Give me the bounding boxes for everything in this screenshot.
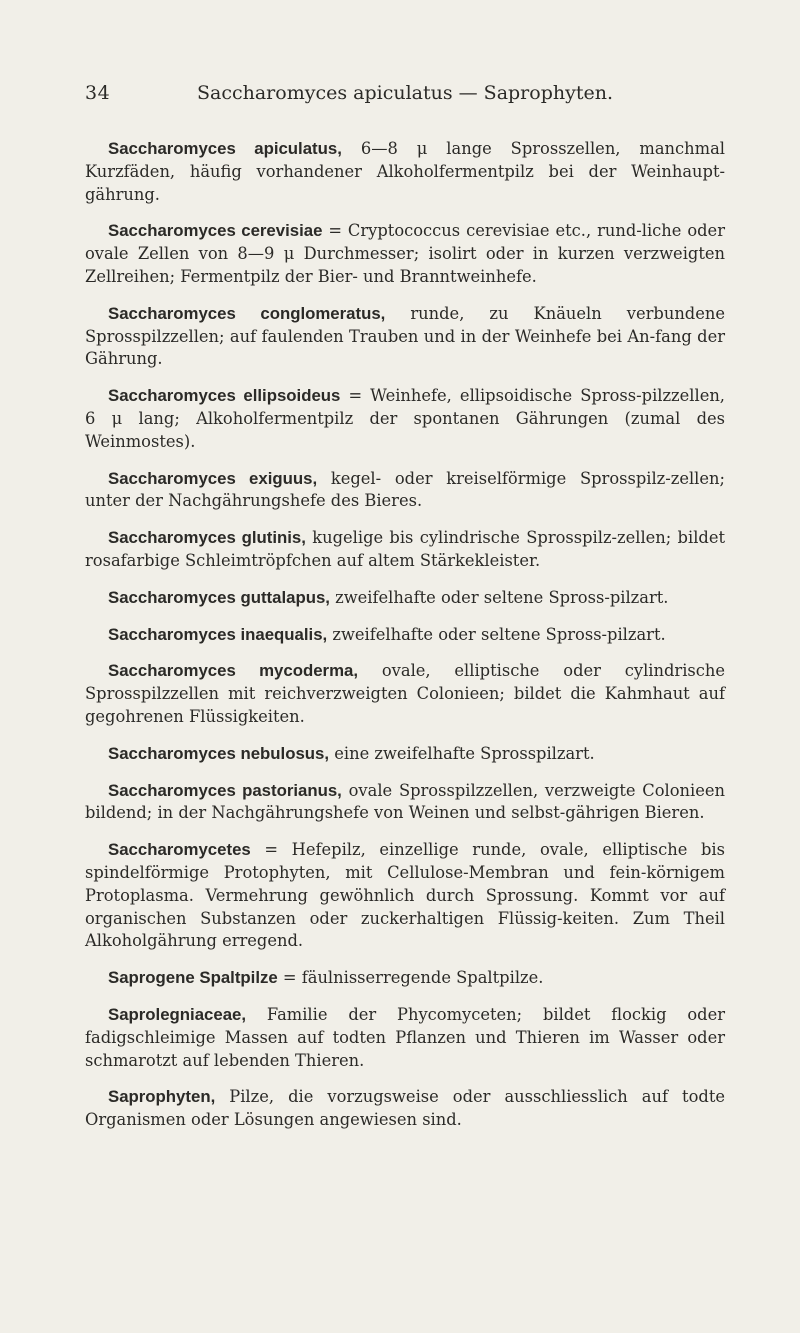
entry-term: Saccharomyces ellipsoideus <box>108 386 341 406</box>
entry-text: runde, zu Knäueln verbundene Sprosspilzzellen; auf faulenden Trauben und in der Weinhefe bei An-fang der Gährung. <box>85 303 725 369</box>
entry-text: kegel- oder kreiselförmige Sprosspilz-zellen; unter der Nachgährungshefe des Bieres. <box>85 468 725 511</box>
entry-text: ovale, elliptische oder cylindrische Sprosspilzzellen mit reichverzweigten Colonieen; bildet die Kahmhaut auf gegohrenen Flüssigkeiten. <box>85 661 725 726</box>
glossary-entry <box>85 624 725 647</box>
running-title: Saccharomyces apiculatus — Saprophyten. <box>196 82 613 104</box>
entry-term: Saprolegniaceae, <box>108 1004 247 1024</box>
entry-text: zweifelhafte oder seltene Spross-pilzart. <box>329 587 669 607</box>
page-number: 34 <box>85 82 111 104</box>
entry-term: Saccharomyces glutinis, <box>108 528 306 548</box>
glossary-entry <box>85 587 725 610</box>
entry-term: Saccharomyces apiculatus, <box>108 139 342 158</box>
entry-term: Saccharomyces cerevisiae <box>108 221 323 241</box>
entry-term: Saccharomyces guttalapus, <box>108 587 330 607</box>
entry-term: Saccharomyces conglomeratus, <box>108 303 386 323</box>
entry-term: Saccharomyces pastorianus, <box>108 780 342 800</box>
entry-term: Saccharomyces mycoderma, <box>108 661 359 681</box>
entry-term: Saccharomyces inaequalis, <box>108 624 328 644</box>
entry-text: 6—8 μ lange Sprosszellen, manchmal Kurzfäden, häufig vorhandener Alkoholfermentpilz bei der Weinhaupt-gährung. <box>85 139 726 204</box>
glossary-entry <box>85 780 725 826</box>
page-header <box>85 82 725 118</box>
entry-term: Saprophyten, <box>108 1087 216 1107</box>
glossary-entry <box>85 138 725 206</box>
entry-text: = fäulnisserregende Spaltpilze. <box>277 968 544 988</box>
entry-term: Saccharomyces nebulosus, <box>108 743 330 763</box>
glossary-entry <box>85 743 725 766</box>
entry-text: kugelige bis cylindrische Sprosspilz-zellen; bildet rosafarbige Schleimtröpfchen auf altem Stärkekleister. <box>85 528 725 570</box>
glossary-entry <box>85 220 725 288</box>
glossary-entry <box>85 468 725 514</box>
glossary-entries <box>85 138 725 1146</box>
glossary-entry <box>85 303 725 371</box>
entry-text: ovale Sprosspilzzellen, verzweigte Colonieen bildend; in der Nachgährungshefe von Weinen und selbst-gährigen Bieren. <box>85 780 725 823</box>
glossary-entry <box>85 660 725 728</box>
glossary-entry <box>85 1004 725 1072</box>
entry-text: = Weinhefe, ellipsoidische Spross-pilzzellen, 6 μ lang; Alkoholfermentpilz der spontanen Gährungen (zumal des Weinmostes). <box>85 386 725 451</box>
entry-term: Saprogene Spaltpilze <box>108 968 278 988</box>
entry-text: = Hefepilz, einzellige runde, ovale, elliptische bis spindelförmige Protophyten, mit Cellulose-Membran und fein-körnigem Protoplasma. Vermehrung gewöhnlich durch Sprossung. Kommt vor auf organischen Substanzen oder zuckerhaltigen Flüssig-keiten. Zum Theil Alkoholgährung erregend. <box>85 840 725 951</box>
glossary-entry <box>85 839 725 953</box>
entry-text: Pilze, die vorzugsweise oder ausschliesslich auf todte Organismen oder Lösungen angewiesen sind. <box>85 1087 725 1130</box>
glossary-entry <box>85 385 725 453</box>
entry-text: eine zweifelhafte Sprosspilzart. <box>329 743 595 763</box>
entry-text: = Cryptococcus cerevisiae etc., rund-liche oder ovale Zellen von 8—9 μ Durchmesser; isolirt oder in kurzen verzweigten Zellreihen; Fermentpilz der Bier- und Branntweinhefe. <box>85 221 725 286</box>
entry-term: Saccharomycetes <box>108 840 251 860</box>
glossary-entry <box>85 1086 725 1132</box>
glossary-entry <box>85 527 725 573</box>
entry-text: zweifelhafte oder seltene Spross-pilzart. <box>327 624 666 644</box>
glossary-entry <box>85 967 725 990</box>
entry-term: Saccharomyces exiguus, <box>108 468 318 488</box>
entry-text: Familie der Phycomyceten; bildet flockig oder fadigschleimige Massen auf todten Pflanzen und Thieren im Wasser oder schmarotzt auf lebenden Thieren. <box>85 1004 725 1070</box>
